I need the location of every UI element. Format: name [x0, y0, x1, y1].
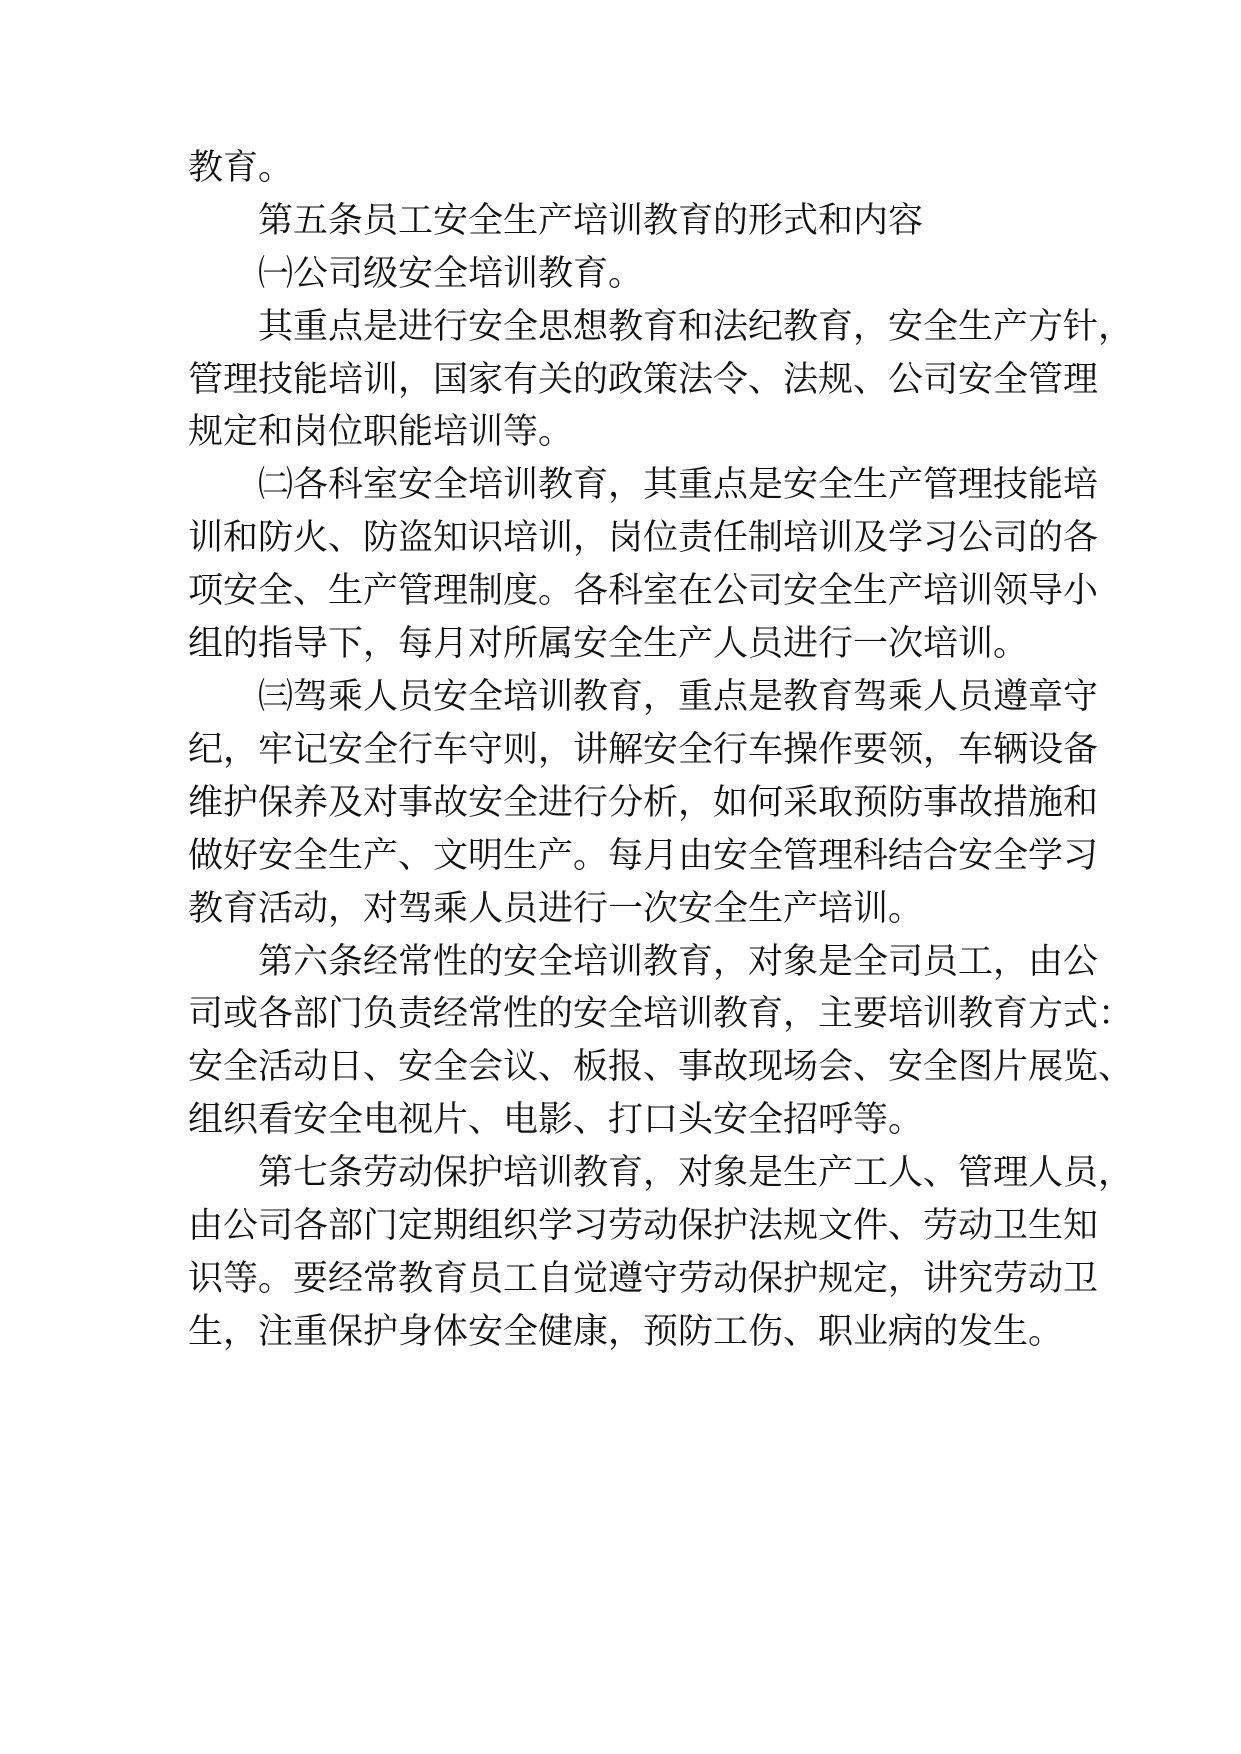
- text-line: 由公司各部门定期组织学习劳动保护法规文件、劳动卫生知: [188, 1206, 1099, 1246]
- text-line: 项安全、生产管理制度。各科室在公司安全生产培训领导小: [188, 571, 1099, 611]
- text-line: 识等。要经常教育员工自觉遵守劳动保护规定，讲究劳动卫: [188, 1259, 1099, 1299]
- text-line: 其重点是进行安全思想教育和法纪教育，安全生产方针，: [258, 307, 1134, 347]
- text-line: 维护保养及对事故安全进行分析，如何采取预防事故措施和: [188, 783, 1099, 823]
- text-line: 组织看安全电视片、电影、打口头安全招呼等。: [188, 1100, 924, 1140]
- text-line: 管理技能培训，国家有关的政策法令、法规、公司安全管理: [188, 360, 1099, 400]
- text-line: 生，注重保护身体安全健康，预防工伤、职业病的发生。: [188, 1312, 1064, 1352]
- subsection-heading-1: ㈠公司级安全培训教育。: [258, 254, 644, 294]
- text-line: 规定和岗位职能培训等。: [188, 412, 574, 452]
- text-line: 组的指导下，每月对所属安全生产人员进行一次培训。: [188, 624, 1029, 664]
- text-line: 做好安全生产、文明生产。每月由安全管理科结合安全学习: [188, 836, 1099, 876]
- section-heading-article-7: 第七条劳动保护培训教育，对象是生产工人、管理人员，: [258, 1153, 1134, 1193]
- text-line: 纪，牢记安全行车守则，讲解安全行车操作要领，车辆设备: [188, 730, 1099, 770]
- text-line: 司或各部门负责经常性的安全培训教育，主要培训教育方式：: [188, 994, 1134, 1034]
- text-line: 训和防火、防盗知识培训，岗位责任制培训及学习公司的各: [188, 518, 1099, 558]
- section-heading-article-6: 第六条经常性的安全培训教育，对象是全司员工，由公: [258, 942, 1099, 982]
- subsection-heading-3: ㈢驾乘人员安全培训教育，重点是教育驾乘人员遵章守: [258, 677, 1099, 717]
- text-line: 安全活动日、安全会议、板报、事故现场会、安全图片展览、: [188, 1047, 1134, 1087]
- section-heading-article-5: 第五条员工安全生产培训教育的形式和内容: [258, 201, 924, 241]
- text-line: 教育活动，对驾乘人员进行一次安全生产培训。: [188, 889, 924, 929]
- subsection-heading-2: ㈡各科室安全培训教育，其重点是安全生产管理技能培: [258, 465, 1099, 505]
- text-line: 教育。: [188, 148, 294, 188]
